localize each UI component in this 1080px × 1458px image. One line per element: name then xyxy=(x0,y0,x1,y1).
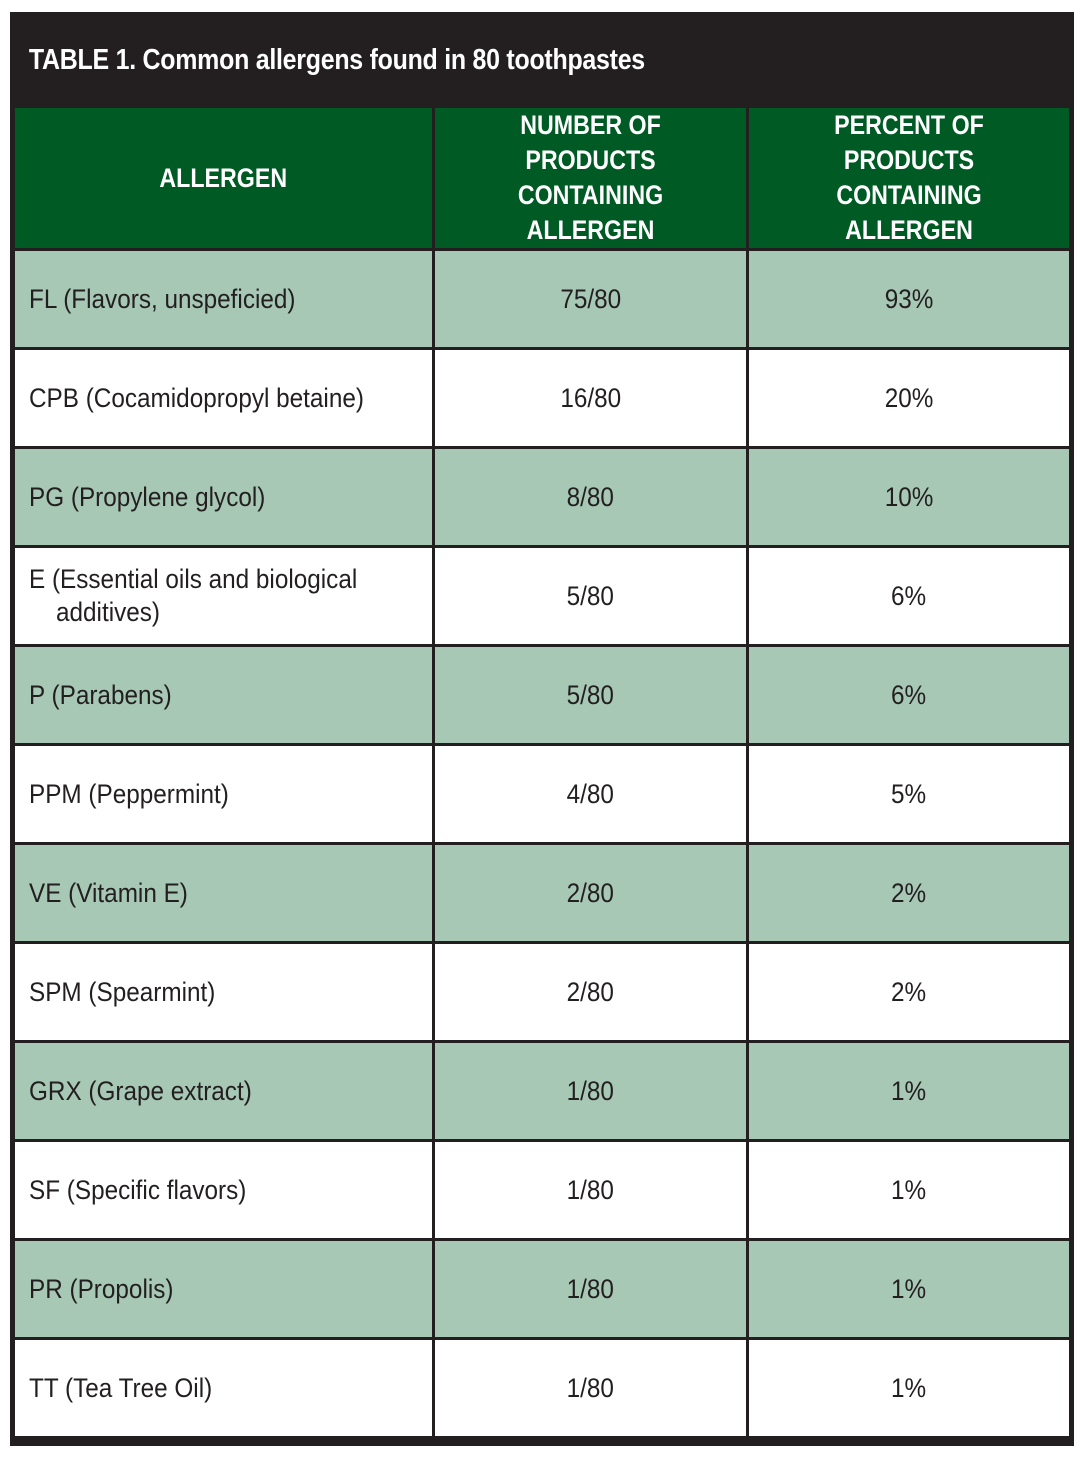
number-value: 1/80 xyxy=(566,1273,615,1304)
percent-value: 93% xyxy=(884,283,934,314)
percent-value: 20% xyxy=(884,382,934,413)
column-header-allergen xyxy=(15,108,435,251)
percent-cell xyxy=(749,944,1069,1043)
allergen-cell xyxy=(15,1043,435,1142)
allergen-name: CPB (Cocamidopropyl betaine) xyxy=(29,382,364,413)
percent-value: 10% xyxy=(884,481,934,512)
allergen-name: SF (Specific flavors) xyxy=(29,1174,247,1205)
percent-cell xyxy=(749,1340,1069,1436)
percent-value: 6% xyxy=(891,679,927,710)
allergen-cell xyxy=(15,647,435,746)
number-value: 2/80 xyxy=(566,877,615,908)
allergen-name: GRX (Grape extract) xyxy=(29,1075,252,1106)
percent-cell xyxy=(749,1142,1069,1241)
table-row xyxy=(15,449,1069,548)
number-value: 5/80 xyxy=(566,580,615,611)
percent-cell xyxy=(749,845,1069,944)
percent-value: 1% xyxy=(891,1273,927,1304)
allergen-cell xyxy=(15,548,435,647)
table-row xyxy=(15,1241,1069,1340)
number-cell xyxy=(435,1043,749,1142)
column-header-percent-label: PERCENT OF PRODUCTS CONTAINING ALLERGEN xyxy=(834,110,984,245)
allergen-cell xyxy=(15,449,435,548)
table-frame xyxy=(10,12,1074,1446)
percent-cell xyxy=(749,449,1069,548)
number-cell xyxy=(435,1241,749,1340)
allergen-name: PR (Propolis) xyxy=(29,1273,174,1304)
number-value: 1/80 xyxy=(566,1174,615,1205)
column-header-allergen-label: ALLERGEN xyxy=(159,162,288,193)
allergen-cell xyxy=(15,251,435,350)
allergen-name: SPM (Spearmint) xyxy=(29,976,216,1007)
percent-cell xyxy=(749,548,1069,647)
table-row xyxy=(15,845,1069,944)
column-header-percent xyxy=(749,108,1069,251)
allergen-cell xyxy=(15,1142,435,1241)
percent-cell xyxy=(749,251,1069,350)
number-cell xyxy=(435,845,749,944)
table-title-bar xyxy=(10,12,1074,108)
allergen-cell xyxy=(15,1241,435,1340)
number-cell xyxy=(435,449,749,548)
allergen-name: TT (Tea Tree Oil) xyxy=(29,1372,213,1403)
number-value: 1/80 xyxy=(566,1075,615,1106)
allergen-cell xyxy=(15,350,435,449)
column-header-number xyxy=(435,108,749,251)
allergen-cell xyxy=(15,1340,435,1436)
table-row xyxy=(15,1142,1069,1241)
percent-value: 2% xyxy=(891,976,927,1007)
allergen-name: FL (Flavors, unspeficied) xyxy=(29,283,296,314)
percent-value: 2% xyxy=(891,877,927,908)
allergen-cell xyxy=(15,944,435,1043)
allergen-cell xyxy=(15,845,435,944)
percent-value: 5% xyxy=(891,778,927,809)
number-cell xyxy=(435,647,749,746)
table-row xyxy=(15,251,1069,350)
number-cell xyxy=(435,1340,749,1436)
number-cell xyxy=(435,1142,749,1241)
number-value: 1/80 xyxy=(566,1372,615,1403)
number-value: 2/80 xyxy=(566,976,615,1007)
percent-cell xyxy=(749,1241,1069,1340)
allergen-name: PPM (Peppermint) xyxy=(29,778,229,809)
percent-value: 6% xyxy=(891,580,927,611)
number-cell xyxy=(435,548,749,647)
table-row xyxy=(15,647,1069,746)
table-title: TABLE 1. Common allergens found in 80 toothpastes xyxy=(28,43,645,76)
column-header-number-label: NUMBER OF PRODUCTS CONTAINING ALLERGEN xyxy=(517,110,664,245)
number-cell xyxy=(435,251,749,350)
table-row xyxy=(15,350,1069,449)
percent-cell xyxy=(749,746,1069,845)
number-value: 8/80 xyxy=(566,481,615,512)
allergen-table xyxy=(15,108,1069,1436)
percent-value: 1% xyxy=(891,1372,927,1403)
table-row xyxy=(15,548,1069,647)
percent-value: 1% xyxy=(891,1174,927,1205)
allergen-name: VE (Vitamin E) xyxy=(29,877,188,908)
number-cell xyxy=(435,944,749,1043)
percent-cell xyxy=(749,350,1069,449)
number-cell xyxy=(435,350,749,449)
allergen-name: E (Essential oils and biological additives) xyxy=(29,564,358,627)
table-row xyxy=(15,746,1069,845)
number-value: 75/80 xyxy=(560,283,621,314)
percent-cell xyxy=(749,647,1069,746)
percent-cell xyxy=(749,1043,1069,1142)
allergen-name: PG (Propylene glycol) xyxy=(29,481,266,512)
table-header-row xyxy=(15,108,1069,251)
table-row xyxy=(15,944,1069,1043)
table-row xyxy=(15,1340,1069,1436)
allergen-cell xyxy=(15,746,435,845)
number-cell xyxy=(435,746,749,845)
table-row xyxy=(15,1043,1069,1142)
percent-value: 1% xyxy=(891,1075,927,1106)
number-value: 5/80 xyxy=(566,679,615,710)
number-value: 4/80 xyxy=(566,778,615,809)
allergen-name: P (Parabens) xyxy=(29,679,172,710)
number-value: 16/80 xyxy=(560,382,621,413)
